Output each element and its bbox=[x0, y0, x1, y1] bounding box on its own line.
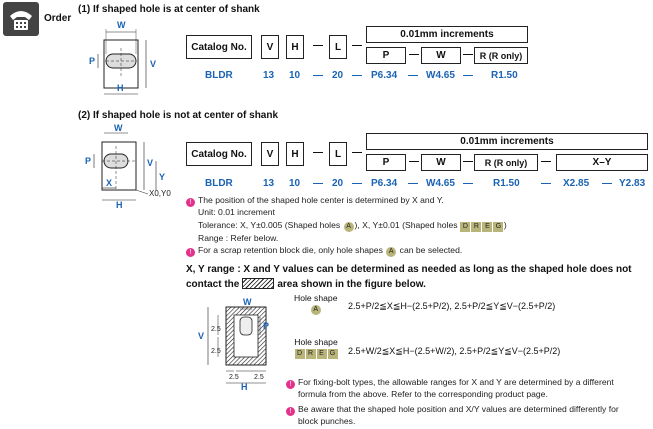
s1-ex-l: 20 bbox=[332, 70, 344, 81]
badge-d-icon: D bbox=[295, 349, 305, 359]
tip-icon: ! bbox=[186, 198, 195, 207]
s2-ex-dash-6: — bbox=[602, 178, 612, 189]
s1-l-box: L bbox=[329, 35, 347, 59]
s1-catalog-box: Catalog No. bbox=[186, 35, 252, 59]
s1-ex-dash-1: — bbox=[313, 70, 323, 81]
range-d1: 2.5 bbox=[211, 326, 221, 333]
note-range: Range : Refer below. bbox=[198, 233, 279, 243]
s2-ex-r: R1.50 bbox=[493, 178, 520, 189]
dim1-p: P bbox=[89, 56, 96, 66]
dim1-v: V bbox=[150, 59, 157, 69]
s2-l-box: L bbox=[329, 142, 347, 166]
s1-dash-2: — bbox=[352, 40, 362, 51]
range-d4: 2.5 bbox=[254, 374, 264, 381]
s2-p-box: P bbox=[366, 154, 406, 171]
s1-v-box: V bbox=[261, 35, 279, 59]
badge-r-icon: R bbox=[306, 349, 316, 359]
s2-ex-w: W4.65 bbox=[426, 178, 455, 189]
range-title-line2: contact the area shown in the figure below. bbox=[186, 279, 426, 290]
s1-p-box: P bbox=[366, 47, 406, 64]
note-block-punch: ! Be aware that the shaped hole position and X/Y values are determined differently for bbox=[286, 404, 619, 416]
s2-increments-box: 0.01mm increments bbox=[366, 133, 648, 150]
range-d2: 2.5 bbox=[211, 348, 221, 355]
note-fixing-bolt: ! For fixing-bolt types, the allowable ranges for X and Y are determined by a different bbox=[286, 377, 614, 389]
formula-1: 2.5+P/2≦X≦H−(2.5+P/2), 2.5+P/2≦Y≦V−(2.5+P/2) bbox=[348, 301, 556, 311]
s1-increments-box: 0.01mm increments bbox=[366, 26, 528, 43]
s2-ex-catalog: BLDR bbox=[205, 178, 233, 189]
badge-g-icon: G bbox=[328, 349, 338, 359]
range-d3: 2.5 bbox=[229, 374, 239, 381]
dim1-w: W bbox=[117, 20, 126, 30]
s2-xy-box: X–Y bbox=[556, 154, 648, 171]
note-position: ! The position of the shaped hole center is determined by X and Y. bbox=[186, 195, 444, 207]
range-h: H bbox=[241, 382, 248, 390]
tip-icon: ! bbox=[286, 380, 295, 389]
s1-ex-w: W4.65 bbox=[426, 70, 455, 81]
s2-catalog-box: Catalog No. bbox=[186, 142, 252, 166]
s1-h-box: H bbox=[286, 35, 304, 59]
formula-2: 2.5+W/2≦X≦H−(2.5+W/2), 2.5+P/2≦Y≦V−(2.5+P/2) bbox=[348, 346, 561, 356]
section1-title: (1) If shaped hole is at center of shank bbox=[78, 4, 260, 15]
s1-dash-4: — bbox=[463, 49, 473, 60]
s1-ex-dash-3: — bbox=[408, 70, 418, 81]
s1-ex-r: R1.50 bbox=[491, 70, 518, 81]
badge-r-icon: R bbox=[471, 222, 481, 232]
dim2-w: W bbox=[114, 124, 123, 133]
note-tolerance: Tolerance: X, Y±0.005 (Shaped holes A ), X, Y±0.01 (Shaped holes D R E G ) bbox=[198, 220, 507, 230]
hatch-swatch bbox=[242, 278, 274, 289]
badge-a-icon: A bbox=[311, 305, 321, 315]
range-w: W bbox=[243, 297, 252, 307]
s1-ex-v: 13 bbox=[263, 70, 275, 81]
note-block-punch-2: block punches. bbox=[298, 416, 356, 426]
range-p: P bbox=[263, 321, 270, 331]
s1-w-box: W bbox=[421, 47, 461, 64]
s2-h-box: H bbox=[286, 142, 304, 166]
dim2-v: V bbox=[147, 158, 154, 168]
s1-ex-h: 10 bbox=[289, 70, 301, 81]
s1-dash-1: — bbox=[313, 40, 323, 51]
dim2-x: X bbox=[106, 178, 113, 188]
s2-ex-dash-2: — bbox=[352, 178, 362, 189]
section2-dimension-figure bbox=[82, 124, 182, 208]
range-v: V bbox=[198, 331, 205, 341]
s2-ex-h: 10 bbox=[289, 178, 301, 189]
shape-label-1: Hole shape A bbox=[294, 293, 338, 313]
s1-ex-dash-2: — bbox=[352, 70, 362, 81]
badge-d-icon: D bbox=[460, 222, 470, 232]
s2-ex-v: 13 bbox=[263, 178, 275, 189]
s2-dash-3: — bbox=[409, 156, 419, 167]
s2-w-box: W bbox=[421, 154, 461, 171]
s2-ex-dash-1: — bbox=[313, 178, 323, 189]
badge-e-icon: E bbox=[317, 349, 327, 359]
note-fixing-bolt-2: formula from the above. Refer to the corresponding product page. bbox=[298, 389, 548, 399]
s2-r-box: R (R only) bbox=[474, 154, 538, 171]
note-scrap: ! For a scrap retention block die, only hole shapes A can be selected. bbox=[186, 245, 462, 257]
dim2-y: Y bbox=[159, 172, 166, 182]
order-label: Order bbox=[44, 13, 72, 24]
s2-ex-p: P6.34 bbox=[371, 178, 398, 189]
s2-dash-5: — bbox=[541, 156, 551, 167]
tip-icon: ! bbox=[186, 248, 195, 257]
dim2-p: P bbox=[85, 156, 92, 166]
s1-ex-catalog: BLDR bbox=[205, 70, 233, 81]
s2-ex-dash-5: — bbox=[541, 178, 551, 189]
s2-ex-y: Y2.83 bbox=[619, 178, 646, 189]
badge-a-icon: A bbox=[386, 247, 396, 257]
s2-v-box: V bbox=[261, 142, 279, 166]
s2-dash-2: — bbox=[352, 147, 362, 158]
dim1-h: H bbox=[117, 83, 124, 93]
range-figure bbox=[196, 295, 292, 390]
s1-dash-3: — bbox=[409, 49, 419, 60]
section1-dimension-figure bbox=[88, 18, 180, 100]
note-unit: Unit: 0.01 increment bbox=[198, 207, 275, 217]
s2-ex-l: 20 bbox=[332, 178, 344, 189]
s2-ex-x: X2.85 bbox=[563, 178, 590, 189]
dim2-h: H bbox=[116, 200, 123, 208]
range-title-line1: X, Y range : X and Y values can be determined as needed as long as the shaped hole does not bbox=[186, 264, 632, 275]
s1-ex-p: P6.34 bbox=[371, 70, 398, 81]
s2-ex-dash-3: — bbox=[408, 178, 418, 189]
s2-dash-4: — bbox=[463, 156, 473, 167]
badge-g-icon: G bbox=[493, 222, 503, 232]
order-phone-icon bbox=[3, 2, 39, 36]
dim2-origin: X0,Y0 bbox=[149, 189, 171, 198]
s1-ex-dash-4: — bbox=[463, 70, 473, 81]
s2-ex-dash-4: — bbox=[463, 178, 473, 189]
tip-icon: ! bbox=[286, 407, 295, 416]
s1-r-box: R (R only) bbox=[474, 47, 528, 64]
badge-e-icon: E bbox=[482, 222, 492, 232]
badge-a-icon: A bbox=[344, 222, 354, 232]
s2-dash-1: — bbox=[313, 147, 323, 158]
shape-label-2: Hole shape D R E G bbox=[294, 337, 338, 357]
section2-title: (2) If shaped hole is not at center of shank bbox=[78, 110, 279, 121]
